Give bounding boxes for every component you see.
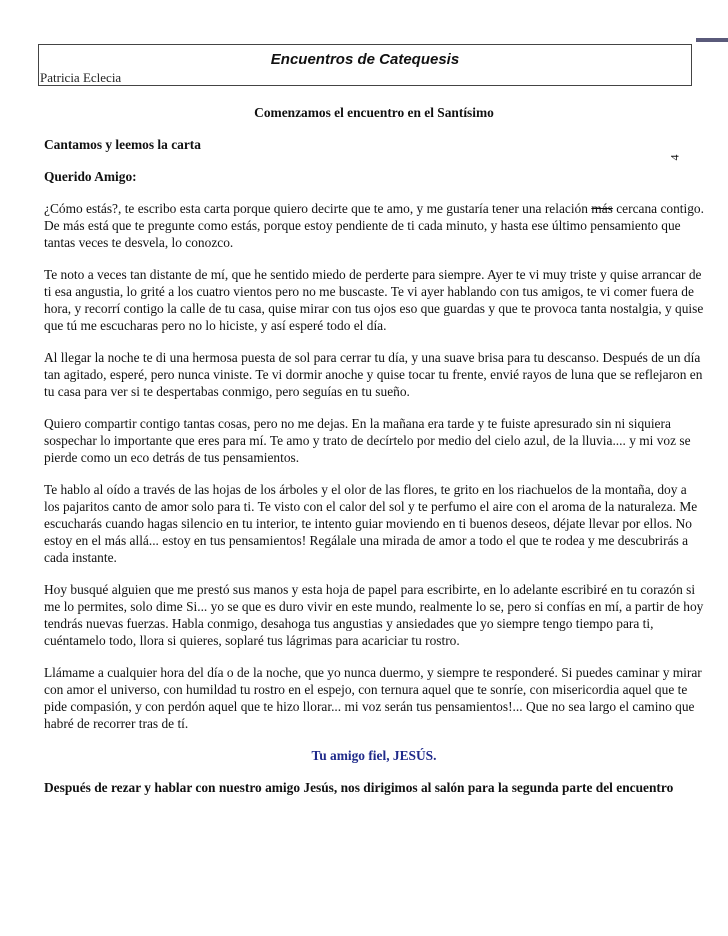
paragraph: Hoy busqué alguien que me prestó sus manos y esta hoja de papel para escribirte, en lo adelante escribiré en tu corazón si me lo permites, solo dime Si... yo se que es duro vivir en este mundo, realmente lo se, pero si confías en mí, a partir de hoy tendrás nuevas fuerzas. Habla conmigo, desahoga tus angustias y ansiedades que yo siempre tengo tiempo para ti, cuéntamelo todo, llora si quieres, soplaré tus lágrimas para acariciar tu rostro. bbox=[44, 582, 704, 648]
corner-decoration bbox=[696, 38, 728, 42]
signature: Tu amigo fiel, JESÚS. bbox=[311, 748, 437, 763]
paragraph: Te noto a veces tan distante de mí, que he sentido miedo de perderte para siempre. Ayer te vi muy triste y quise arrancar de ti esa angustia, lo grité a los cuatro vientos pero no me buscaste. Te vi ayer hablando con tus amigos, te vi comer fuera de hora, y recorrí contigo la calle de tu casa, quise mirar con tus ojos eso que guardas y que te provoca tanta nostalgia, y quise que tú me escucharas pero no lo hiciste, y así esperé todo el día. bbox=[44, 267, 704, 333]
document-body bbox=[44, 104, 704, 811]
paragraph: Llámame a cualquier hora del día o de la noche, que yo nunca duermo, y siempre te responderé. Si puedes caminar y mirar con amor el universo, con humildad tu rostro en el espejo, con ternura aquel que te sonríe, con misericordia aquel que te pide compasión, y con perdón aquel que te hizo llorar... mi voz serán tus pensamientos!... Que no sea largo el camino que habré de recorrer tras de tí. bbox=[44, 665, 702, 731]
paragraph: Te hablo al oído a través de las hojas de los árboles y el olor de las flores, te grito en los riachuelos de la montaña, doy a los pajaritos canto de amor solo para ti. Te visto con el calor del sol y te perfumo el aire con el aroma de la naturaleza. Me escucharás cuando hagas silencio en tu interior, te intento guiar moviendo en ti buenos deseos, déjate llevar por ellos. No estoy en el más allá... estoy en tus pensamientos! Regálale una mirada de amor a todo el que te rodea y me descubrirás a cada instante. bbox=[44, 482, 698, 565]
struck-word: más bbox=[591, 201, 613, 216]
header-author: Patricia Eclecia bbox=[40, 70, 122, 85]
paragraph: Al llegar la noche te di una hermosa puesta de sol para cerrar tu día, y una suave brisa para tu descanso. Después de un día tan agitado, esperé, pero nunca viniste. Te vi dormir anoche y quise tocar tu frente, envié rayos de luna que se reflejaron en tu casa para ver si te despertabas conmigo, pero seguías en tu sueño. bbox=[44, 350, 703, 399]
section-label: Cantamos y leemos la carta bbox=[44, 137, 201, 152]
opening-heading: Comenzamos el encuentro en el Santísimo bbox=[254, 105, 494, 120]
document-header bbox=[38, 44, 692, 86]
salutation: Querido Amigo: bbox=[44, 169, 137, 184]
page-number: 4 bbox=[667, 154, 682, 161]
paragraph: Quiero compartir contigo tantas cosas, pero no me dejas. En la mañana era tarde y te fuiste apresurado sin ni siquiera sospechar lo importante que eres para mí. Te amo y trato de decírtelo por medio del cielo azul, de la lluvia.... y mi voz se pierde como un eco detrás de tus pensamientos. bbox=[44, 416, 691, 465]
paragraph-1-main: ¿Cómo estás?, te escribo esta carta porque quiero decirte que te amo, y me gustaría tener una relación bbox=[44, 201, 592, 216]
header-title: Encuentros de Catequesis bbox=[270, 51, 460, 68]
paragraph-1 bbox=[44, 200, 704, 251]
closing-paragraph: Después de rezar y hablar con nuestro amigo Jesús, nos dirigimos al salón para la segunda parte del encuentro bbox=[44, 780, 674, 795]
paragraph-1-rest: cercana contigo. De más está que te pregunte como estás, porque estoy pendiente de ti cada minuto, y hasta ese último pensamiento que tantas veces te desvela, lo conozco. bbox=[44, 201, 704, 250]
